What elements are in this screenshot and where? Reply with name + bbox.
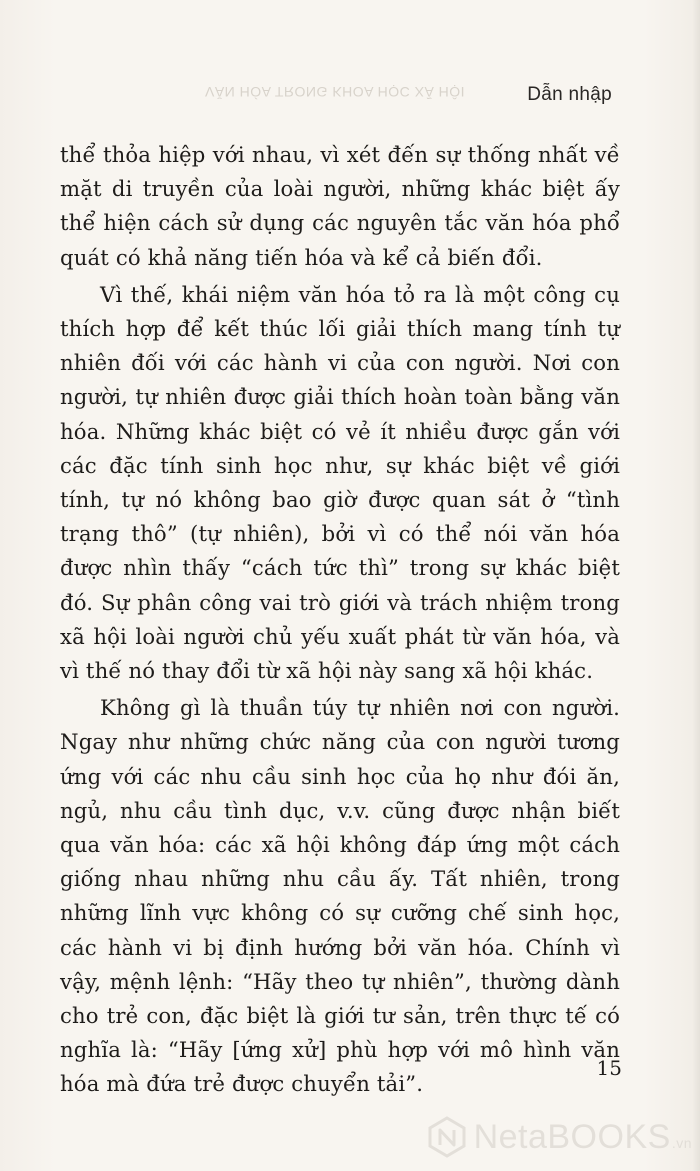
- watermark-suffix: .vn: [671, 1134, 692, 1151]
- paragraph: Vì thế, khái niệm văn hóa tỏ ra là một công cụ thích hợp để kết thúc lối giải thích mang tính tự nhiên đối với các hành vi của con người. Nơi con người, tự nhiên được giải thích hoàn toàn bằng văn hóa. Những khác biệt có vẻ ít nhiều được gắn với các đặc tính sinh học như, sự khác biệt về giới tính, tự nó không bao giờ được quan sát ở “tình trạng thô” (tự nhiên), bởi vì có thể nói văn hóa được nhìn thấy “cách tức thì” trong sự khác biệt đó. Sự phân công vai trò giới và trách nhiệm trong xã hội loài người chủ yếu xuất phát từ văn hóa, và vì thế nó thay đổi từ xã hội này sang xã hội khác.: [60, 281, 620, 684]
- page-edge-shadow: [692, 0, 700, 1171]
- page-number: 15: [596, 1056, 622, 1080]
- netabooks-logo-icon: [426, 1116, 468, 1158]
- body-text: [60, 138, 620, 1102]
- running-head: Dẫn nhập: [527, 84, 612, 105]
- watermark-text: [474, 1118, 692, 1157]
- show-through-header: VĂN HÓA TRONG KHOA HỌC XÃ HỘI: [205, 84, 466, 100]
- paragraph-continued: thể thỏa hiệp với nhau, vì xét đến sự thống nhất về mặt di truyền của loài người, những khác biệt ấy thể hiện cách sử dụng các nguyên tắc văn hóa phổ quát có khả năng tiến hóa và kể cả biến đổi.: [60, 142, 620, 270]
- watermark: [426, 1116, 692, 1158]
- paragraph: Không gì là thuần túy tự nhiên nơi con người. Ngay như những chức năng của con người tương ứng với các nhu cầu sinh học của họ như đói ăn, ngủ, nhu cầu tình dục, v.v. cũng được nhận biết qua văn hóa: các xã hội không đáp ứng một cách giống nhau những nhu cầu ấy. Tất nhiên, trong những lĩnh vực không có sự cưỡng chế sinh học, các hành vi bị định hướng bởi văn hóa. Chính vì vậy, mệnh lệnh: “Hãy theo tự nhiên”, thường dành cho trẻ con, đặc biệt là giới tư sản, trên thực tế có nghĩa là: “Hãy [ứng xử] phù hợp với mô hình văn hóa mà đứa trẻ được chuyển tải”.: [60, 695, 620, 1097]
- watermark-brand: NetaBOOKS: [473, 1117, 671, 1156]
